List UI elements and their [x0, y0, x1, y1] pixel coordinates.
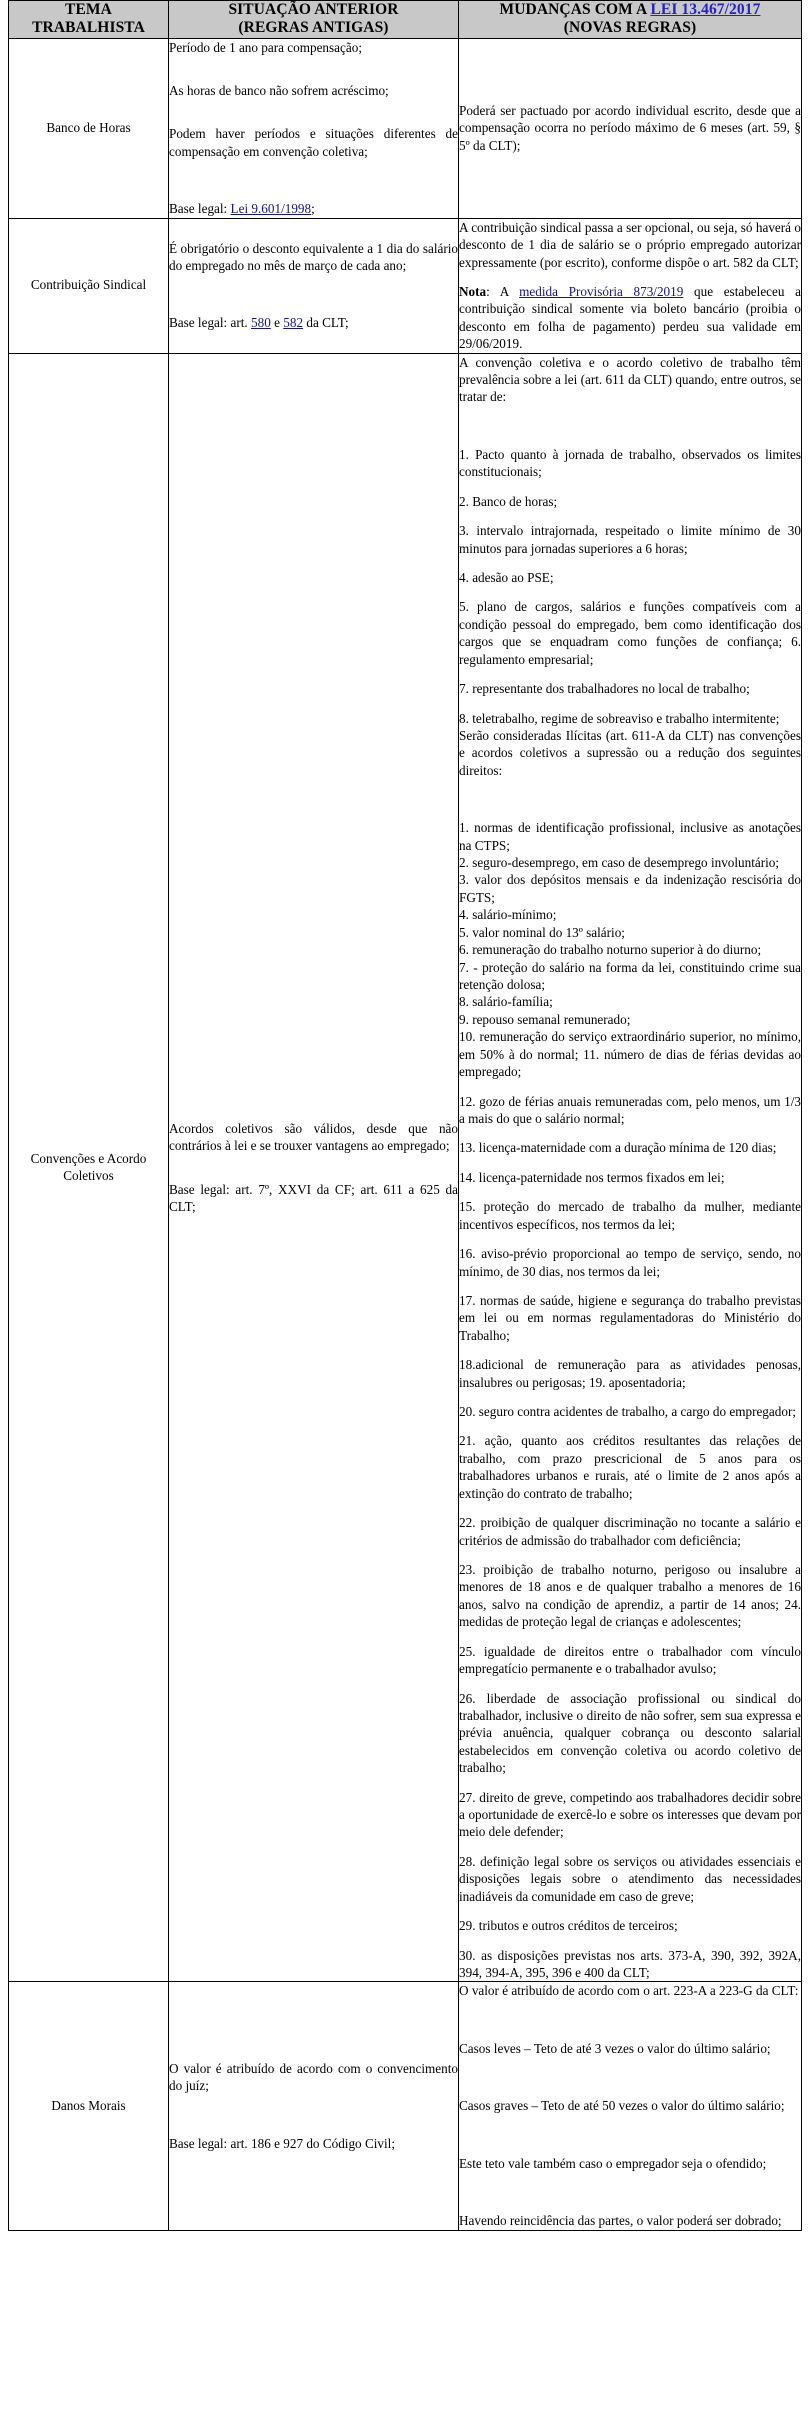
new-rules-cell-convencoes-acordos [459, 353, 802, 1982]
nota-label: Nota [459, 283, 487, 299]
ilicit-item: 9. repouso semanal remunerado; [459, 1011, 631, 1027]
theme-cell-contribuicao-sindical: Contribuição Sindical [9, 218, 169, 353]
prevalence-item: 3. intervalo intrajornada, respeitado o limite mínimo de 30 minutos para jornadas superiores a 6 horas; [459, 523, 801, 556]
new-paragraph: Havendo reincidência das partes, o valor poderá ser dobrado; [459, 2213, 782, 2229]
old-rules-cell-banco-de-horas [169, 38, 459, 218]
old-paragraph: Podem haver períodos e situações diferentes de compensação em convenção coletiva; [169, 126, 458, 159]
prevalence-item: 1. Pacto quanto à jornada de trabalho, observados os limites constitucionais; [459, 446, 801, 480]
ilicit-item: 27. direito de greve, competindo aos trabalhadores decidir sobre a oportunidade de exercê-lo e sobre os interesses que devam por meio dele defender; [459, 1789, 801, 1840]
lei-13467-2017-link[interactable]: LEI 13.467/2017 [650, 1, 761, 18]
ilicit-item: 7. - proteção do salário na forma da lei, constituindo crime sua retenção dolosa; [459, 959, 801, 993]
ilicit-item: 10. remuneração do serviço extraordinário superior, no mínimo, em 50% à do normal; 11. número de dias de férias devidas ao empregado; [459, 1029, 801, 1080]
art-582-clt-link[interactable]: 582 [283, 315, 304, 331]
ilicit-item: 22. proibição de qualquer discriminação no tocante a salário e critérios de admissão do trabalhador com deficiência; [459, 1515, 801, 1548]
base-legal-suffix: ; [311, 201, 315, 217]
old-rules-cell-danos-morais [169, 1982, 459, 2230]
old-rules-cell-contribuicao-sindical [169, 218, 459, 353]
ilicit-item: 28. definição legal sobre os serviços ou atividades essenciais e disposições legais sobre o atendimento das necessidades inadiáveis da comunidade em caso de greve; [459, 1853, 801, 1904]
ilicit-item: 8. salário-família; [459, 994, 553, 1010]
base-legal-mid: e [270, 315, 284, 331]
column-header-theme [9, 1, 169, 39]
ilicit-item: 13. licença-maternidade com a duração mínima de 120 dias; [459, 1140, 777, 1156]
table-row-convencoes-acordos-coletivos [9, 353, 802, 1982]
art-580-clt-link[interactable]: 580 [251, 315, 271, 331]
base-legal-paragraph: Base legal: art. 7º, XXVI da CF; art. 611 a 625 da CLT; [169, 1181, 458, 1214]
ilicit-item: 29. tributos e outros créditos de terceiros; [459, 1918, 678, 1934]
ilicit-item: 15. proteção do mercado de trabalho da mulher, mediante incentivos específicos, nos termos da lei; [459, 1199, 801, 1232]
ilicit-item: 23. proibição de trabalho noturno, perigoso ou insalubre a menores de 18 anos e de qualquer trabalho a menores de 16 anos, salvo na condição de aprendiz, a partir de 14 anos; 24. medidas de proteção legal de crianças e adolescentes; [459, 1561, 801, 1630]
ilicit-item: 6. remuneração do trabalho noturno superior à do diurno; [459, 942, 762, 958]
ilicit-item: 14. licença-paternidade nos termos fixados em lei; [459, 1169, 725, 1185]
new-paragraph: Casos leves – Teto de até 3 vezes o valor do último salário; [459, 2040, 771, 2056]
old-paragraph: É obrigatório o desconto equivalente a 1 dia do salário do empregado no mês de março de cada ano; [169, 240, 458, 273]
header-old-line2: (REGRAS ANTIGAS) [238, 19, 389, 37]
header-new-line2: (NOVAS REGRAS) [563, 19, 697, 37]
header-row [9, 1, 802, 39]
new-paragraph: Casos graves – Teto de até 50 vezes o valor do último salário; [459, 2098, 785, 2114]
new-rules-cell-contribuicao-sindical [459, 218, 802, 353]
new-paragraph: Poderá ser pactuado por acordo individual escrito, desde que a compensação ocorra no período máximo de 6 meses (art. 59, § 5º da CLT); [459, 102, 801, 153]
prevalence-item: 2. Banco de horas; [459, 493, 558, 509]
nota-paragraph [459, 283, 801, 353]
table-row-banco-de-horas [9, 38, 802, 218]
nota-suffix: que estabeleceu a contribuição sindical somente via boleto bancário (proibia o desconto em folha de pagamento) perdeu sua validade em 29/06/2019. [459, 283, 801, 352]
ilicit-item: 5. valor nominal do 13º salário; [459, 924, 625, 940]
labor-reform-comparison-table [8, 0, 802, 2231]
prevalence-item: 4. adesão ao PSE; [459, 570, 554, 585]
table-row-contribuicao-sindical [9, 218, 802, 353]
base-legal-paragraph: Base legal: art. 186 e 927 do Código Civil; [169, 2135, 395, 2151]
ilicit-item: 17. normas de saúde, higiene e segurança do trabalho previstas em lei ou em normas regulamentadoras do Ministério do Trabalho; [459, 1292, 801, 1343]
prevalence-intro: A convenção coletiva e o acordo coletivo de trabalho têm prevalência sobre a lei (art. 611 da CLT) quando, entre outros, se tratar de: [459, 354, 801, 405]
header-old-line1: SITUAÇÃO ANTERIOR [228, 1, 399, 18]
base-legal-paragraph [169, 200, 458, 217]
header-theme-line1: TEMA [65, 1, 112, 18]
prevalence-item: 8. teletrabalho, regime de sobreaviso e trabalho intermitente; [459, 710, 780, 726]
ilicit-item: 20. seguro contra acidentes de trabalho, a cargo do empregador; [459, 1404, 797, 1420]
old-rules-cell-convencoes-acordos [169, 353, 459, 1982]
ilicit-item: 12. gozo de férias anuais remuneradas com, pelo menos, um 1/3 a mais do que o salário normal; [459, 1093, 801, 1126]
new-paragraph: O valor é atribuído de acordo com o art. 223-A a 223-G da CLT: [459, 1983, 799, 1999]
header-new-prefix: MUDANÇAS COM A [499, 1, 651, 18]
base-legal-label: Base legal: art. [169, 315, 252, 331]
column-header-new-rules [459, 1, 802, 39]
prevalence-item: 7. representante dos trabalhadores no local de trabalho; [459, 681, 750, 697]
ilicit-item: 18.adicional de remuneração para as atividades penosas, insalubres ou perigosas; 19. aposentadoria; [459, 1357, 801, 1390]
header-theme-line2: TRABALHISTA [32, 19, 145, 37]
table-row-danos-morais [9, 1982, 802, 2230]
ilicit-item: 26. liberdade de associação profissional ou sindical do trabalhador, inclusive o direito de não sofrer, sem sua expressa e prévia anuência, qualquer cobrança ou desconto salarial estabelecidos em convenção coletiva ou acordo coletivo de trabalho; [459, 1690, 801, 1776]
ilicit-item: 3. valor dos depósitos mensais e da indenização rescisória do FGTS; [459, 872, 801, 905]
column-header-old-rules [169, 1, 459, 39]
new-rules-cell-danos-morais [459, 1982, 802, 2230]
ilicit-intro: Serão consideradas Ilícitas (art. 611-A da CLT) nas convenções e acordos coletivos a supressão ou a redução dos seguintes direitos: [459, 727, 801, 778]
ilicit-item: 30. as disposições previstas nos arts. 373-A, 390, 392, 392A, 394, 394-A, 395, 396 e 400 da CLT; [459, 1947, 801, 1980]
old-paragraph: O valor é atribuído de acordo com o convencimento do juíz; [169, 2060, 458, 2094]
old-paragraph: Período de 1 ano para compensação; [169, 39, 362, 55]
ilicit-item: 4. salário-mínimo; [459, 907, 557, 923]
ilicit-item: 25. igualdade de direitos entre o trabalhador com vínculo empregatício permanente e o trabalhador avulso; [459, 1643, 801, 1677]
prevalence-item: 5. plano de cargos, salários e funções compatíveis com a condição pessoal do empregado, bem como identificação dos cargos que se enquadram como funções de confiança; 6. regulamento empresarial; [459, 599, 801, 667]
ilicit-item: 16. aviso-prévio proporcional ao tempo de serviço, sendo, no mínimo, de 30 dias, nos termos da lei; [459, 1246, 801, 1279]
theme-cell-danos-morais: Danos Morais [9, 1982, 169, 2230]
ilicit-item: 1. normas de identificação profissional, inclusive as anotações na CTPS; [459, 820, 801, 853]
old-paragraph: As horas de banco não sofrem acréscimo; [169, 82, 389, 98]
new-paragraph: A contribuição sindical passa a ser opcional, ou seja, só haverá o desconto de 1 dia de salário se o próprio empregado autorizar expressamente (por escrito), conforme dispõe o art. 582 da CLT; [459, 219, 801, 270]
new-paragraph: Este teto vale também caso o empregador seja o ofendido; [459, 2155, 767, 2171]
table-body [9, 38, 802, 2230]
new-rules-cell-banco-de-horas [459, 38, 802, 218]
old-paragraph: Acordos coletivos são válidos, desde que não contrários à lei e se trouxer vantagens ao empregado; [169, 1120, 458, 1154]
nota-prefix: : A [486, 283, 520, 299]
theme-cell-banco-de-horas: Banco de Horas [9, 38, 169, 218]
table-header [9, 1, 802, 39]
base-legal-paragraph [169, 314, 458, 331]
theme-cell-convencoes-acordos: Convenções e Acordo Coletivos [9, 353, 169, 1982]
ilicit-item: 2. seguro-desemprego, em caso de desemprego involuntário; [459, 855, 780, 871]
base-legal-suffix: da CLT; [303, 315, 349, 331]
header-new-line1 [459, 1, 801, 19]
mp-873-2019-link[interactable]: medida Provisória 873/2019 [519, 283, 684, 299]
base-legal-label: Base legal: [169, 201, 231, 217]
ilicit-item: 21. ação, quanto aos créditos resultantes das relações de trabalho, com prazo prescricional de 5 anos para os trabalhadores urbanos e rurais, até o limite de 2 anos após a extinção do contrato de trabalho; [459, 1433, 801, 1501]
lei-9601-1998-link[interactable]: Lei 9.601/1998 [230, 201, 312, 217]
